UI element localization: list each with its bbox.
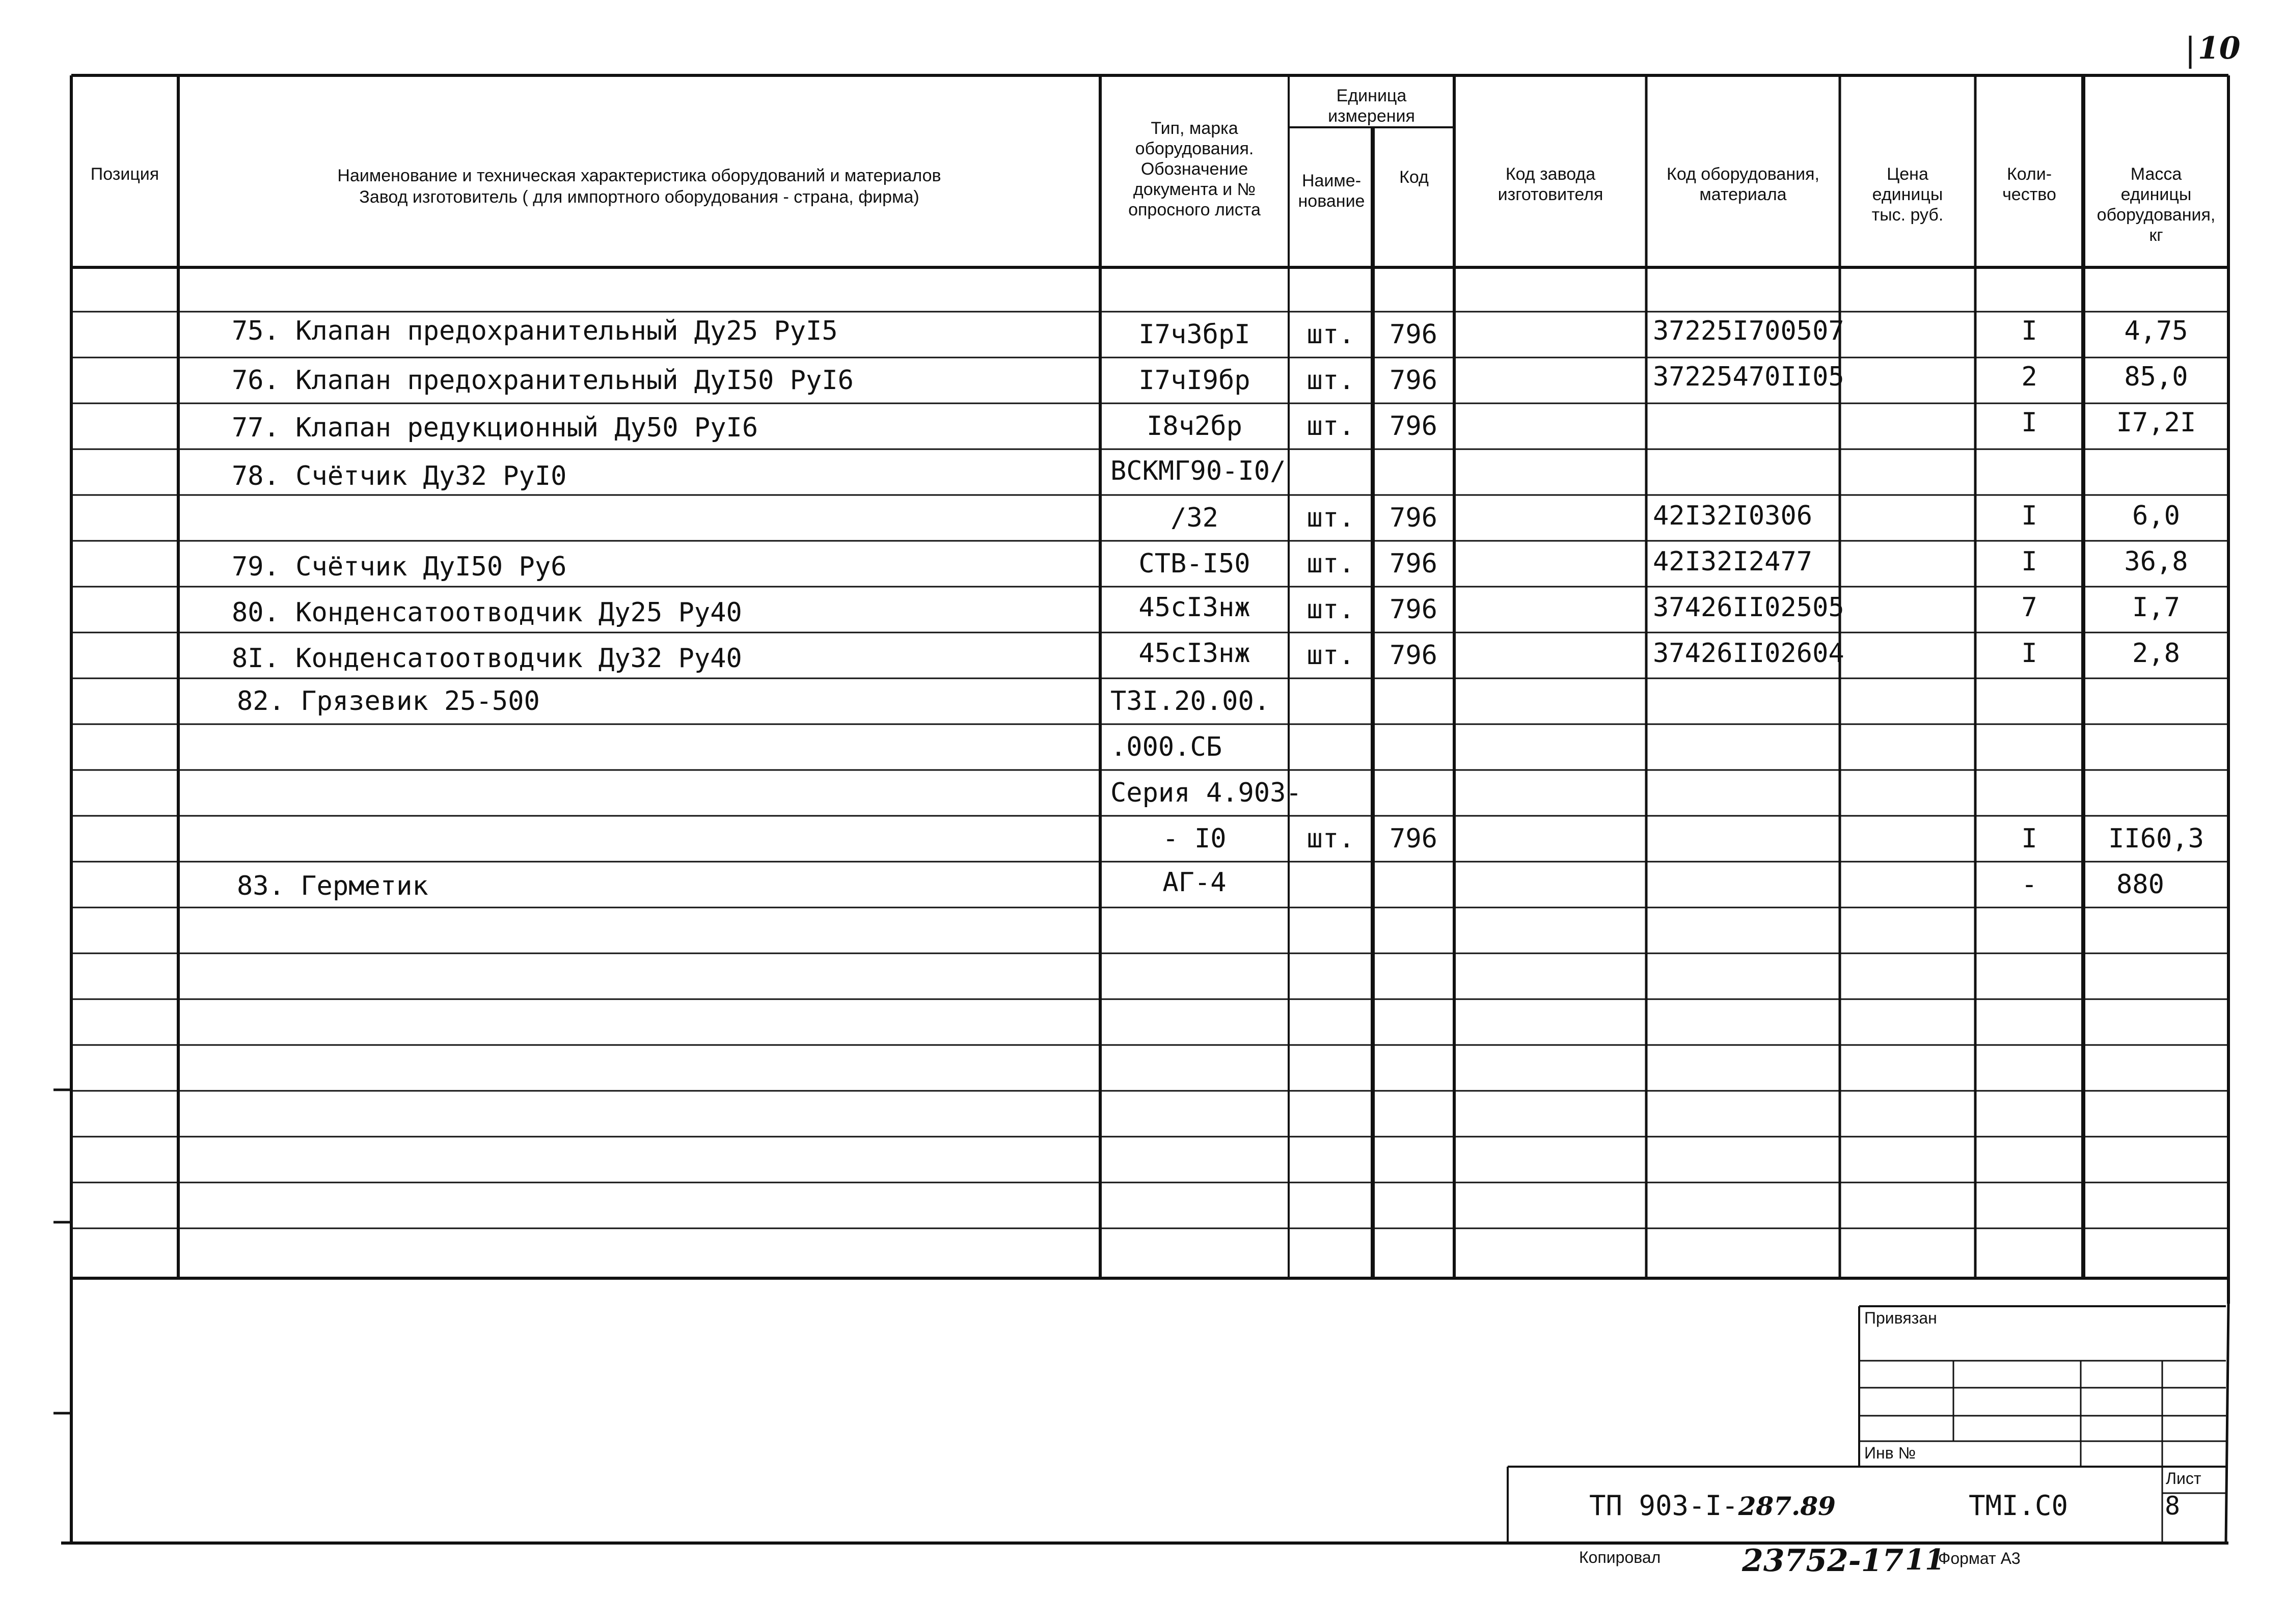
stamp-sheet-number: 8 [2165, 1491, 2181, 1521]
row-code: 796 [1390, 411, 1437, 442]
stamp-doc-code: ТМI.С0 [1969, 1490, 2069, 1522]
header-type-line: оборудования. [1135, 139, 1254, 158]
row-code: 796 [1390, 594, 1437, 625]
row-mass: II60,3 [2108, 823, 2204, 854]
header-type-line: документа и № [1133, 180, 1256, 199]
header-price [1842, 164, 1973, 225]
row-type: Т3I.20.00. [1110, 686, 1270, 717]
row-qty: I [2021, 638, 2037, 669]
row-type: АГ-4 [1162, 867, 1227, 898]
row-name: 76. Клапан предохранительный ДуI50 РуI6 [232, 365, 854, 396]
footer-format: Формат А3 [1938, 1549, 2021, 1567]
stamp-sheet-label: Лист [2166, 1469, 2201, 1488]
header-unit-group [1291, 86, 1452, 126]
header-mass [2085, 164, 2227, 245]
header-unit-name [1291, 171, 1372, 211]
row-eq-code: 42I32I2477 [1653, 546, 1813, 577]
row-type: Серия 4.903- [1110, 778, 1302, 808]
header-mass-line: Масса [2130, 164, 2182, 184]
row-eq-code: 37426II02604 [1653, 638, 1844, 669]
header-type [1103, 118, 1286, 220]
footer-order-number: 23752-17 [1742, 1543, 1904, 1579]
header-factory-code [1457, 164, 1644, 205]
row-qty: I [2021, 546, 2037, 577]
row-eq-code: 37225I700507 [1653, 316, 1844, 346]
stamp-doc-handwritten: 287.89 [1738, 1491, 1836, 1521]
row-type: I7ч3бpI [1138, 319, 1250, 350]
row-qty: I [2021, 407, 2037, 438]
row-code: 796 [1390, 319, 1437, 350]
row-name: 80. Конденсатоотводчик Ду25 Ру40 [232, 597, 742, 628]
stamp-document-number [1589, 1490, 1836, 1522]
header-quantity-line: чество [2002, 185, 2056, 204]
row-mass: 36,8 [2124, 546, 2188, 577]
row-mass: 85,0 [2124, 362, 2188, 392]
row-type: 45сI3нж [1138, 592, 1250, 623]
row-type: ВСКМГ90-I0/ [1110, 456, 1286, 486]
header-factory-code-line: Код завода [1505, 164, 1596, 184]
row-qty: I [2021, 823, 2037, 854]
header-unit-group-line: измерения [1328, 106, 1415, 126]
header-price-line: тыс. руб. [1871, 205, 1944, 225]
header-unit-code: Код [1399, 168, 1429, 187]
header-equipment-code-line: материала [1699, 185, 1787, 204]
header-mass-line: кг [2149, 226, 2163, 245]
header-mass-line: единицы [2120, 185, 2192, 204]
header-equipment-code-line: Код оборудования, [1667, 164, 1819, 184]
header-type-line: Тип, марка [1151, 119, 1238, 138]
row-type: I7чI9бр [1138, 365, 1250, 396]
row-code: 796 [1390, 823, 1437, 854]
row-name: 75. Клапан предохранительный Ду25 РуI5 [232, 316, 838, 346]
row-eq-code: 37426II02505 [1653, 592, 1844, 623]
header-price-line: Цена [1887, 164, 1928, 184]
row-qty: 7 [2021, 592, 2037, 623]
row-unit: шт. [1307, 365, 1355, 396]
header-unit-group-line: Единица [1336, 86, 1407, 105]
row-mass: 6,0 [2132, 501, 2180, 531]
row-unit: шт. [1307, 640, 1355, 671]
row-mass: 2,8 [2132, 638, 2180, 669]
row-type: СТВ-I50 [1138, 548, 1250, 579]
header-quantity-line: Коли- [2006, 164, 2052, 184]
footer-order-mark: 11 [1905, 1543, 1945, 1577]
row-type: - I0 [1162, 823, 1227, 854]
row-eq-code: 42I32I0306 [1653, 501, 1813, 531]
header-type-line: опросного листа [1128, 200, 1261, 219]
row-name: 82. Грязевик 25-500 [237, 686, 540, 717]
row-eq-code: 37225470II05 [1653, 362, 1844, 392]
stamp-attached: Привязан [1864, 1309, 1937, 1327]
row-unit: шт. [1307, 823, 1355, 854]
header-unit-name-line: нование [1298, 191, 1365, 211]
row-unit: шт. [1307, 548, 1355, 579]
footer-copied: Копировал [1579, 1548, 1661, 1566]
row-code: 796 [1390, 365, 1437, 396]
header-unit-name-line: Наиме- [1301, 171, 1362, 190]
header-name-line2: Завод изготовитель ( для импортного оборудования - страна, фирма) [359, 187, 919, 207]
row-unit: шт. [1307, 411, 1355, 442]
row-type: I8ч2бр [1147, 411, 1242, 442]
row-qty: - [2021, 869, 2037, 900]
row-name: 8I. Конденсатоотводчик Ду32 Ру40 [232, 643, 742, 674]
row-name: 77. Клапан редукционный Ду50 РуI6 [232, 412, 758, 443]
header-factory-code-line: изготовителя [1498, 185, 1603, 204]
row-type: .000.СБ [1110, 732, 1222, 762]
header-quantity [1977, 164, 2081, 205]
stamp-inv: Инв № [1864, 1444, 1916, 1462]
row-unit: шт. [1307, 503, 1355, 533]
header-price-line: единицы [1872, 185, 1943, 204]
row-unit: шт. [1307, 319, 1355, 350]
row-mass: I,7 [2132, 592, 2180, 623]
row-unit: шт. [1307, 594, 1355, 625]
header-position: Позиция [90, 164, 159, 184]
row-mass: I7,2I [2116, 407, 2196, 438]
row-name: 79. Счётчик ДуI50 Ру6 [232, 552, 567, 582]
row-code: 796 [1390, 503, 1437, 533]
row-type: /32 [1171, 503, 1218, 533]
header-type-line: Обозначение [1140, 159, 1248, 179]
row-mass: 880 [2116, 869, 2164, 900]
row-name: 78. Счётчик Ду32 РуI0 [232, 461, 567, 491]
row-qty: I [2021, 501, 2037, 531]
row-qty: 2 [2021, 362, 2037, 392]
row-mass: 4,75 [2124, 316, 2188, 346]
header-equipment-code [1648, 164, 1838, 205]
row-type: 45сI3нж [1138, 638, 1250, 669]
stamp-doc-prefix: ТП 903-I- [1589, 1490, 1738, 1522]
row-name: 83. Герметик [237, 871, 428, 901]
header-name-line1: Наименование и техническая характеристика оборудований и материалов [337, 166, 941, 185]
header-mass-line: оборудования, [2097, 205, 2216, 225]
row-code: 796 [1390, 548, 1437, 579]
row-qty: I [2021, 316, 2037, 346]
row-code: 796 [1390, 640, 1437, 671]
page-mark: 10 [2198, 31, 2241, 66]
